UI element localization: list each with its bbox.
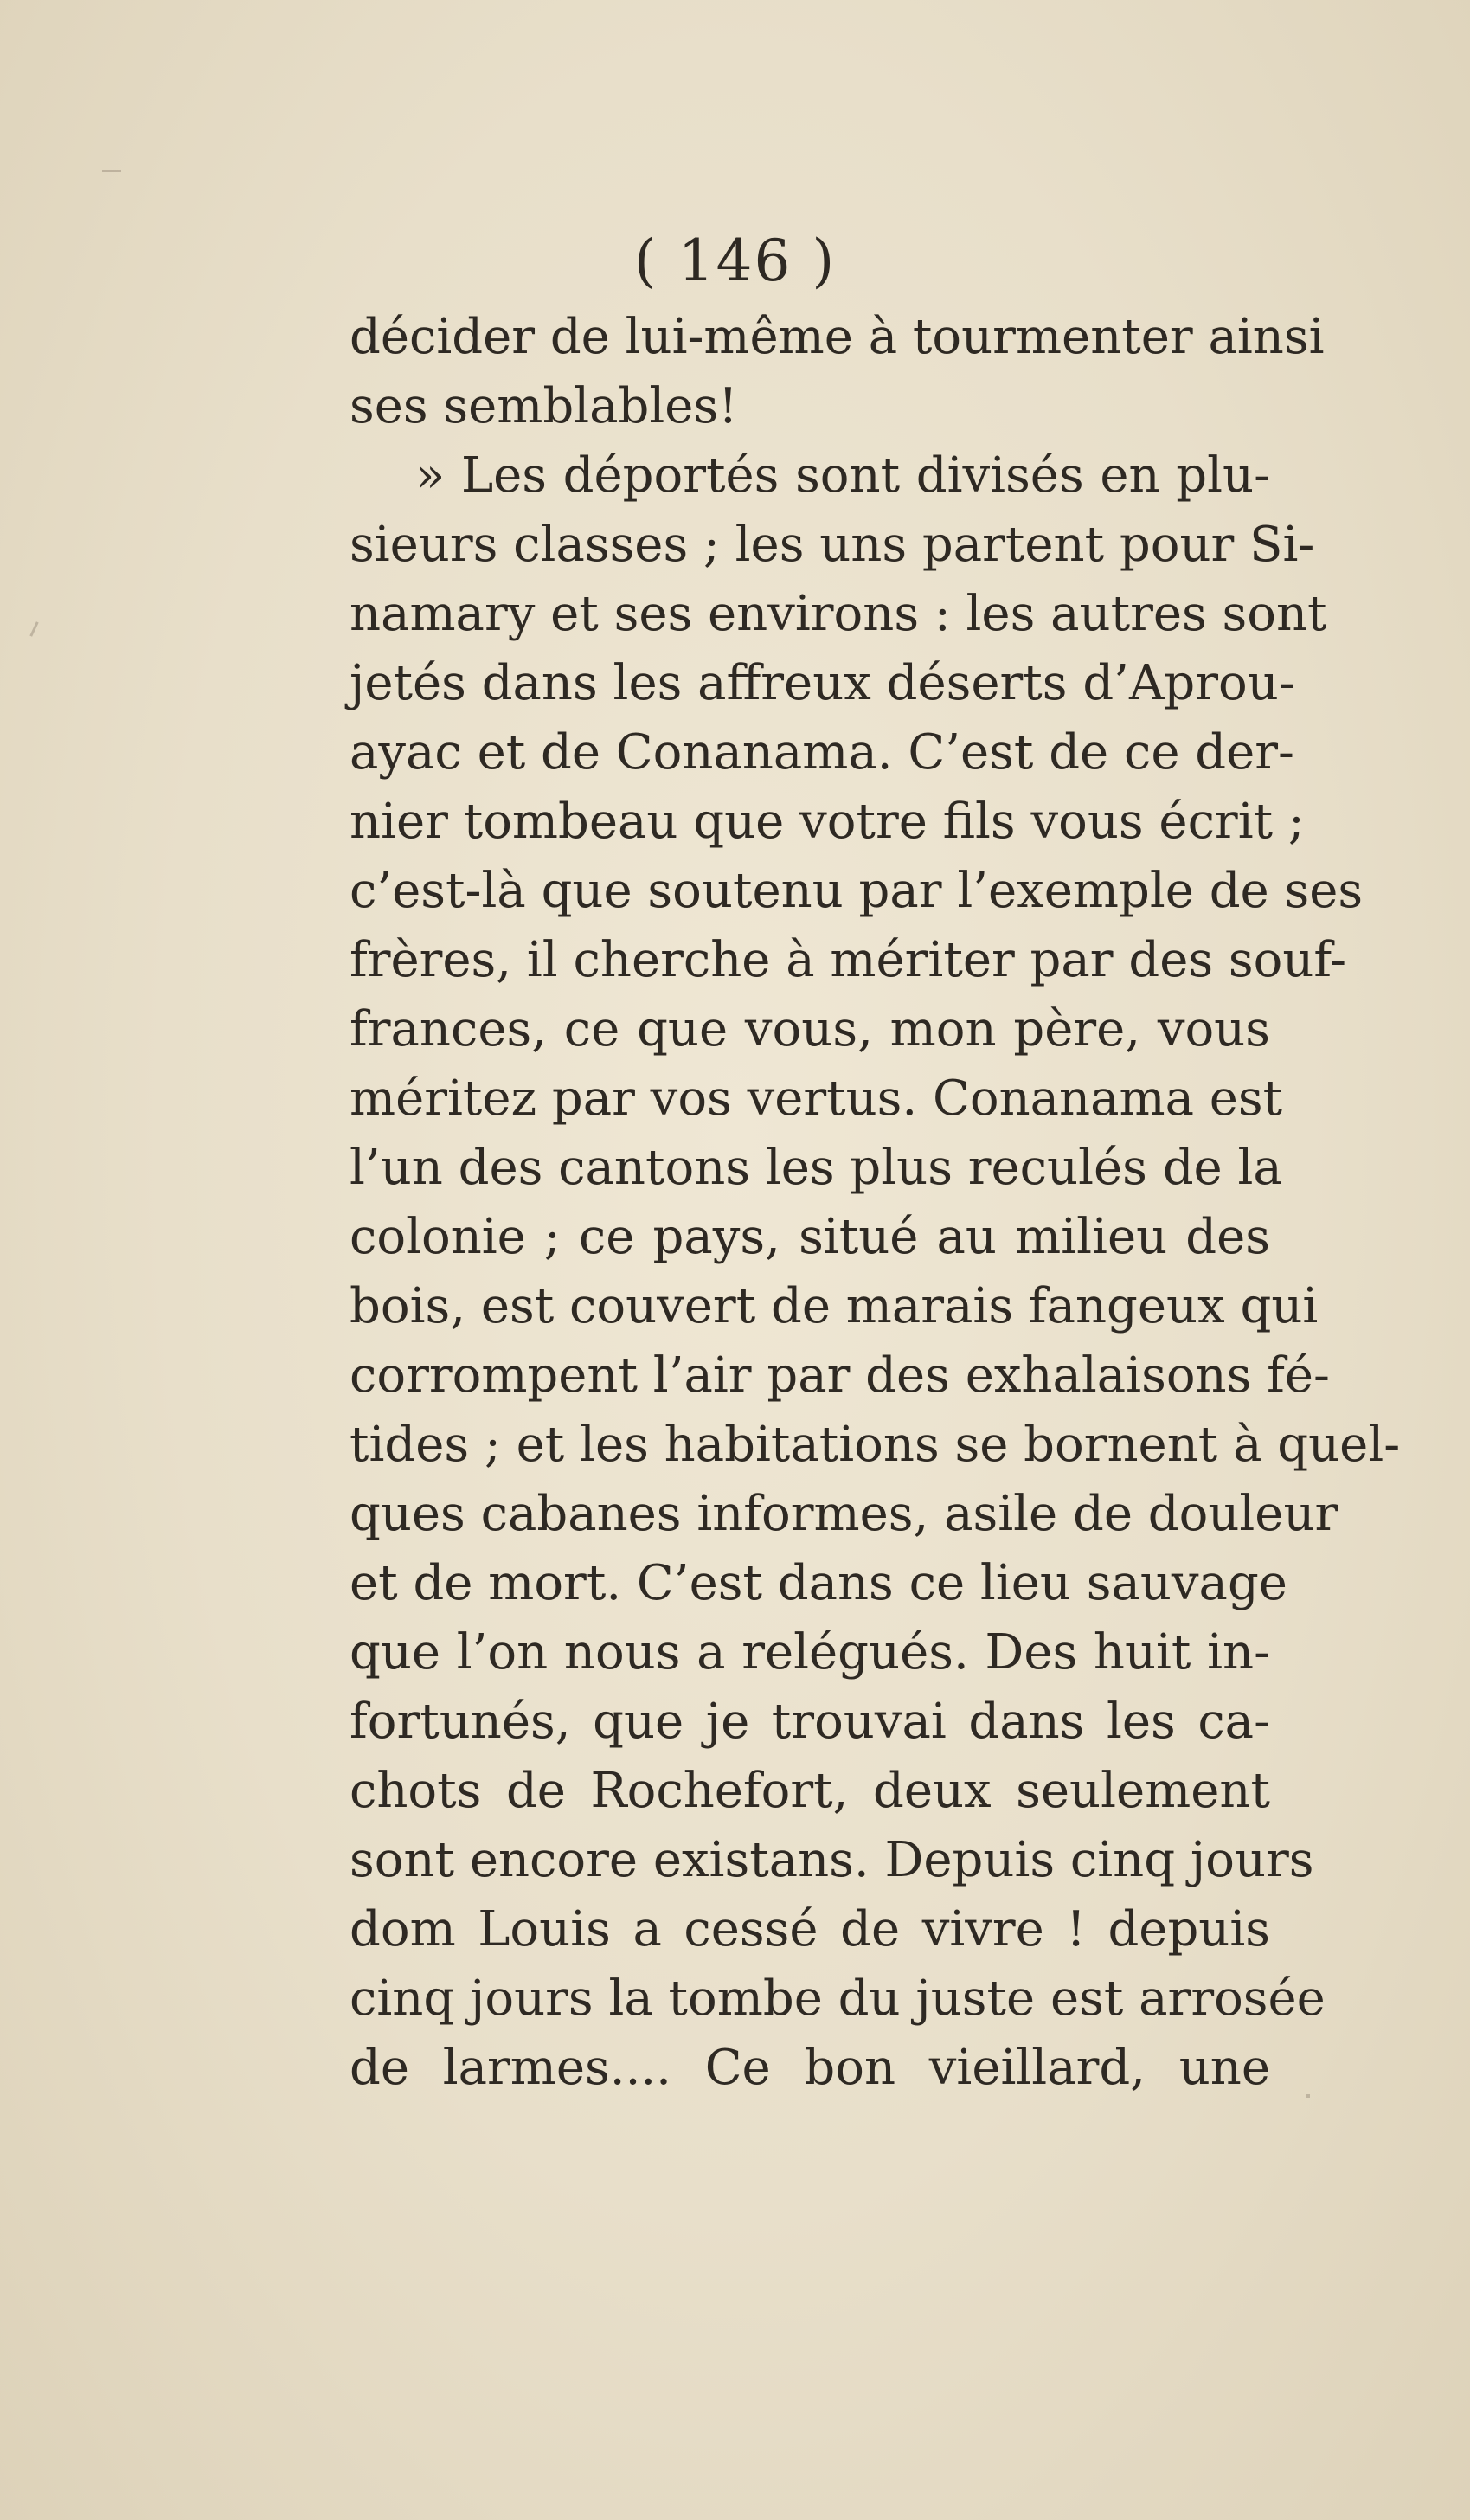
- paper-speck: [102, 170, 121, 172]
- text-line: c’est-là que soutenu par l’exemple de ses: [350, 863, 1364, 919]
- text-line: colonie ; ce pays, situé au milieu des: [350, 1209, 1270, 1265]
- text-line: méritez par vos vertus. Conanama est: [350, 1070, 1283, 1127]
- page-number: ( 146 ): [633, 228, 837, 294]
- text-line: et de mort. C’est dans ce lieu sauvage: [350, 1555, 1287, 1611]
- text-line: frères, il cherche à mériter par des souf-: [350, 932, 1347, 988]
- body-text: [350, 303, 1401, 2103]
- paper-speck: [1306, 2094, 1310, 2098]
- text-line: de larmes.... Ce bon vieillard, une: [350, 2040, 1270, 2096]
- text-line: ayac et de Conanama. C’est de ce der-: [350, 724, 1294, 781]
- text-line: fortunés, que je trouvai dans les ca-: [350, 1694, 1270, 1750]
- text-line: décider de lui-même à tourmenter ainsi: [350, 309, 1325, 365]
- paper-speck: [29, 621, 38, 637]
- text-line: frances, ce que vous, mon père, vous: [350, 1001, 1270, 1058]
- text-line: chots de Rochefort, deux seulement: [350, 1763, 1270, 1819]
- text-line: cinq jours la tombe du juste est arrosée: [350, 1970, 1326, 2027]
- text-line: nier tombeau que votre fils vous écrit ;: [350, 794, 1305, 850]
- text-line: que l’on nous a relégués. Des huit in-: [350, 1624, 1270, 1681]
- text-line: l’un des cantons les plus reculés de la: [350, 1140, 1282, 1196]
- text-line: namary et ses environs : les autres sont: [350, 586, 1327, 642]
- text-line: tides ; et les habitations se bornent à quel-: [350, 1417, 1401, 1473]
- text-line: bois, est couvert de marais fangeux qui: [350, 1278, 1319, 1334]
- text-line: ques cabanes informes, asile de douleur: [350, 1486, 1338, 1542]
- text-line: sieurs classes ; les uns partent pour Si-: [350, 517, 1315, 573]
- text-line: ses semblables!: [350, 378, 738, 434]
- text-line: dom Louis a cessé de vivre ! depuis: [350, 1901, 1270, 1958]
- text-line: corrompent l’air par des exhalaisons fé-: [350, 1347, 1330, 1404]
- text-line: sont encore existans. Depuis cinq jours: [350, 1832, 1314, 1888]
- text-line: » Les déportés sont divisés en plu-: [415, 447, 1270, 504]
- text-line: jetés dans les affreux déserts d’Aprou-: [350, 655, 1295, 711]
